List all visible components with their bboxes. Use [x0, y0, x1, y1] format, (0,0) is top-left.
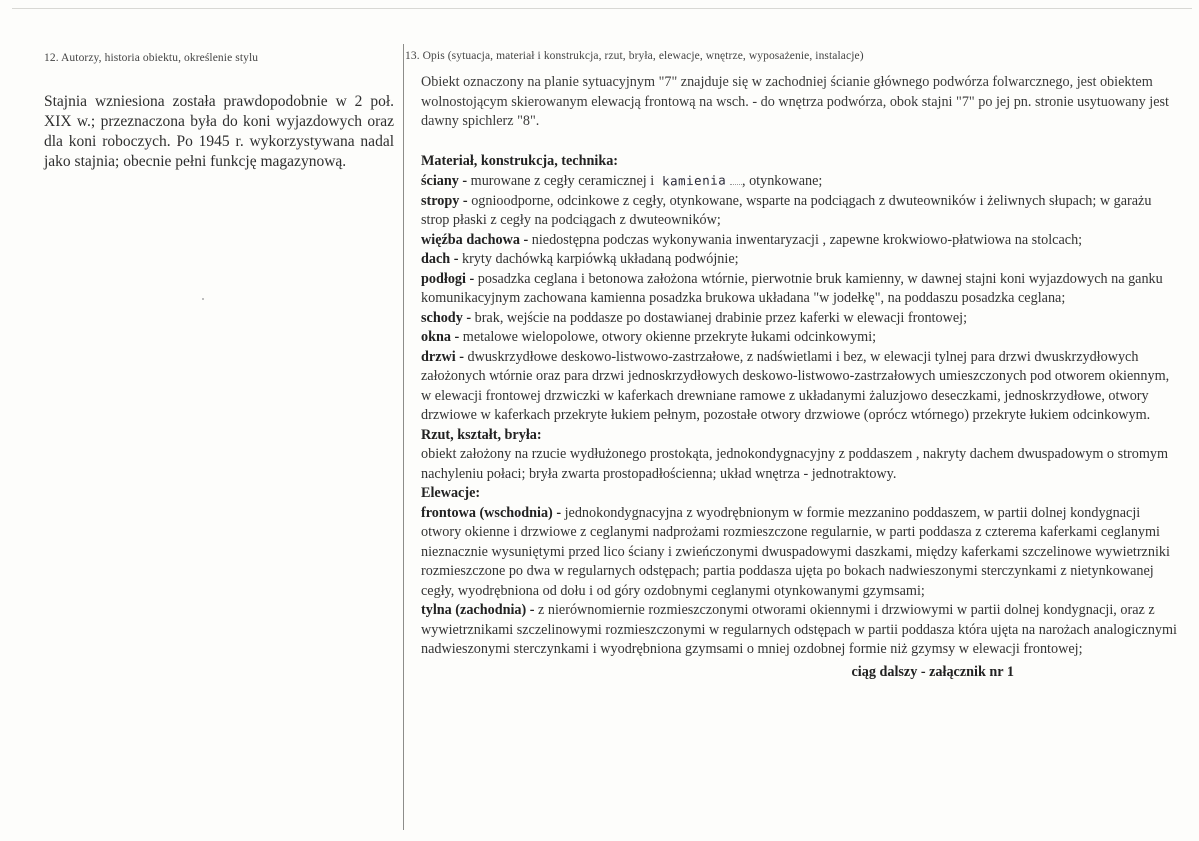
- entry-text: z nierównomiernie rozmieszczonymi otworami okiennymi i drzwiowymi w partii dolnej kondygnacji, oraz z wywietrznikami szczelinowymi rozmieszczonymi w regularnych odstępach w partii poddasza która ujęta na narożach analogicznymi nadwieszonymi sterczynkami i wyodrębniona gzymsami o mniej ozdobnej formie niż gzymsy w elewacji frontowej;: [421, 602, 1177, 657]
- entry-label: drzwi -: [421, 348, 464, 365]
- entry-text: dwuskrzydłowe deskowo-listwowo-zastrzałowe, z nadświetlami i bez, w elewacji tylnej para drzwi dwuskrzydłowych założonych wtórnie oraz para drzwi jednoskrzydłowych deskowo-listwowo-zastrzałowych umieszczonych pod otworem okiennym, w elewacji frontowej drzwiczki w kaferkach drewniane ramowe z układanymi żaluzjowo deseczkami, jednoskrzydłowe, otwory drzwiowe w kaferkach przekryte łukiem pełnym, pozostałe otwory drzwiowe (oprócz wtórnego) przekryte łukiem odcinkowym.: [421, 348, 1170, 423]
- entry-floors: [421, 270, 1180, 309]
- entry-label: tylna (zachodnia) -: [421, 602, 535, 618]
- entry-text: jednokondygnacyjna z wyodrębnionym w formie mezzanino poddaszem, w partii dolnej kondygnacji otwory okienne i drzwiowe z ceglanymi nadprożami rozmieszczone regularnie, w parti poddasza z czterema kaferkami ceglanymi nieznacznie wysuniętymi przed lico ściany i zwieńczonymi dwuspadowymi daszkami, między kaferkami szczelinowe wywietrzniki rozmieszczone po dwa w regularnych odstępach; partia poddasza ujęta po bokach nadwieszonymi sterczynkami z nietynkowanej cegły, wyodrębniona od dołu i od góry ozdobnymi ceglanymi otynkowanymi gzymsami;: [421, 504, 1170, 599]
- section-12-header: 12. Autorzy, historia obiektu, określenie stylu: [44, 52, 259, 64]
- intro-paragraph: Obiekt oznaczony na planie sytuacyjnym "7" znajduje się w zachodniej ścianie głównego podwórza folwarcznego, jest obiektem wolnostojącym skierowanym elewacją frontową na wsch. - do wnętrza podwórza, obok stajni "7" po jej pn. stronie usytuowany jest dawny spichlerz "8".: [421, 74, 1169, 129]
- paper-speck: [202, 298, 204, 300]
- entry-doors: [421, 348, 1180, 426]
- section-13-header: 13. Opis (sytuacja, materiał i konstrukcja, rzut, bryła, elewacje, wnętrze, wyposażenie, instalacje): [405, 50, 864, 62]
- entry-label: okna -: [421, 329, 460, 345]
- entry-ceilings: [421, 192, 1180, 231]
- entry-text: brak, wejście na poddasze po dostawianej drabinie przez kaferki w elewacji frontowej;: [471, 309, 968, 326]
- continued-note: ciąg dalszy - załącznik nr 1: [851, 663, 1014, 680]
- entry-text: kryty dachówką karpiówką układaną podwójnie;: [458, 251, 739, 267]
- entry-text: murowane z cegły ceramicznej i: [467, 173, 658, 189]
- elevations-heading: Elewacje:: [421, 485, 481, 501]
- entry-roof-truss: [421, 231, 1180, 251]
- blank-line: [730, 184, 742, 185]
- entry-text-after: , otynkowane;: [741, 173, 823, 189]
- plan-text: obiekt założony na rzucie wydłużonego prostokąta, jednokondygnacyjny z poddaszem , nakryty dachem dwuspadowym o stromym nachyleniu połaci; bryła zwarta prostopadłościenna; układ wnętrza - jednotraktowy.: [421, 446, 1169, 482]
- entry-text: posadzka ceglana i betonowa założona wtórnie, pierwotnie bruk kamienny, w dawnej stajni koni wyjazdowych na ganku komunikacyjnym zachowana kamienna posadzka brukowa układana "w jodełkę", na poddaszu posadzka ceglana;: [421, 270, 1163, 306]
- material-heading: Materiał, konstrukcja, technika:: [421, 152, 619, 169]
- right-column: [405, 50, 1180, 682]
- entry-text: ognioodporne, odcinkowe z cegły, otynkowane, wsparte na podciągach z dwuteowników i żeliwnych słupach; w garażu strop płaski z cegły na podciągach z dwuteowników;: [421, 192, 1152, 228]
- left-column: [44, 52, 394, 172]
- history-text: Stajnia wzniesiona została prawdopodobnie w 2 poł. XIX w.; przeznaczona była do koni wyjazdowych oraz dla koni roboczych. Po 1945 r. wykorzystywana nadal jako stajnia; obecnie pełni funkcję magazynową.: [44, 93, 394, 170]
- entry-label: stropy -: [421, 192, 468, 209]
- entry-label: schody -: [421, 309, 472, 326]
- entry-windows: [421, 328, 1180, 348]
- description-body: [405, 73, 1180, 682]
- entry-label: dach -: [421, 251, 459, 267]
- entry-text: metalowe wielopolowe, otwory okienne przekryte łukami odcinkowymi;: [459, 329, 877, 345]
- entry-text: niedostępna podczas wykonywania inwentaryzacji , zapewne krokwiowo-płatwiowa na stolcach;: [528, 231, 1083, 248]
- plan-heading: Rzut, kształt, bryła:: [421, 426, 542, 443]
- entry-walls: [421, 171, 1180, 192]
- entry-roof: [421, 250, 1180, 270]
- entry-stairs: [421, 309, 1180, 329]
- entry-label: podłogi -: [421, 270, 475, 287]
- entry-label: frontowa (wschodnia) -: [421, 504, 562, 521]
- entry-label: więźba dachowa -: [421, 231, 529, 248]
- column-divider: [403, 44, 404, 830]
- top-rule: [12, 8, 1192, 9]
- entry-rear-elevation: [421, 601, 1180, 660]
- entry-label: ściany -: [421, 173, 468, 189]
- handwritten-insert: kamienia: [661, 172, 727, 189]
- entry-front-elevation: [421, 504, 1180, 602]
